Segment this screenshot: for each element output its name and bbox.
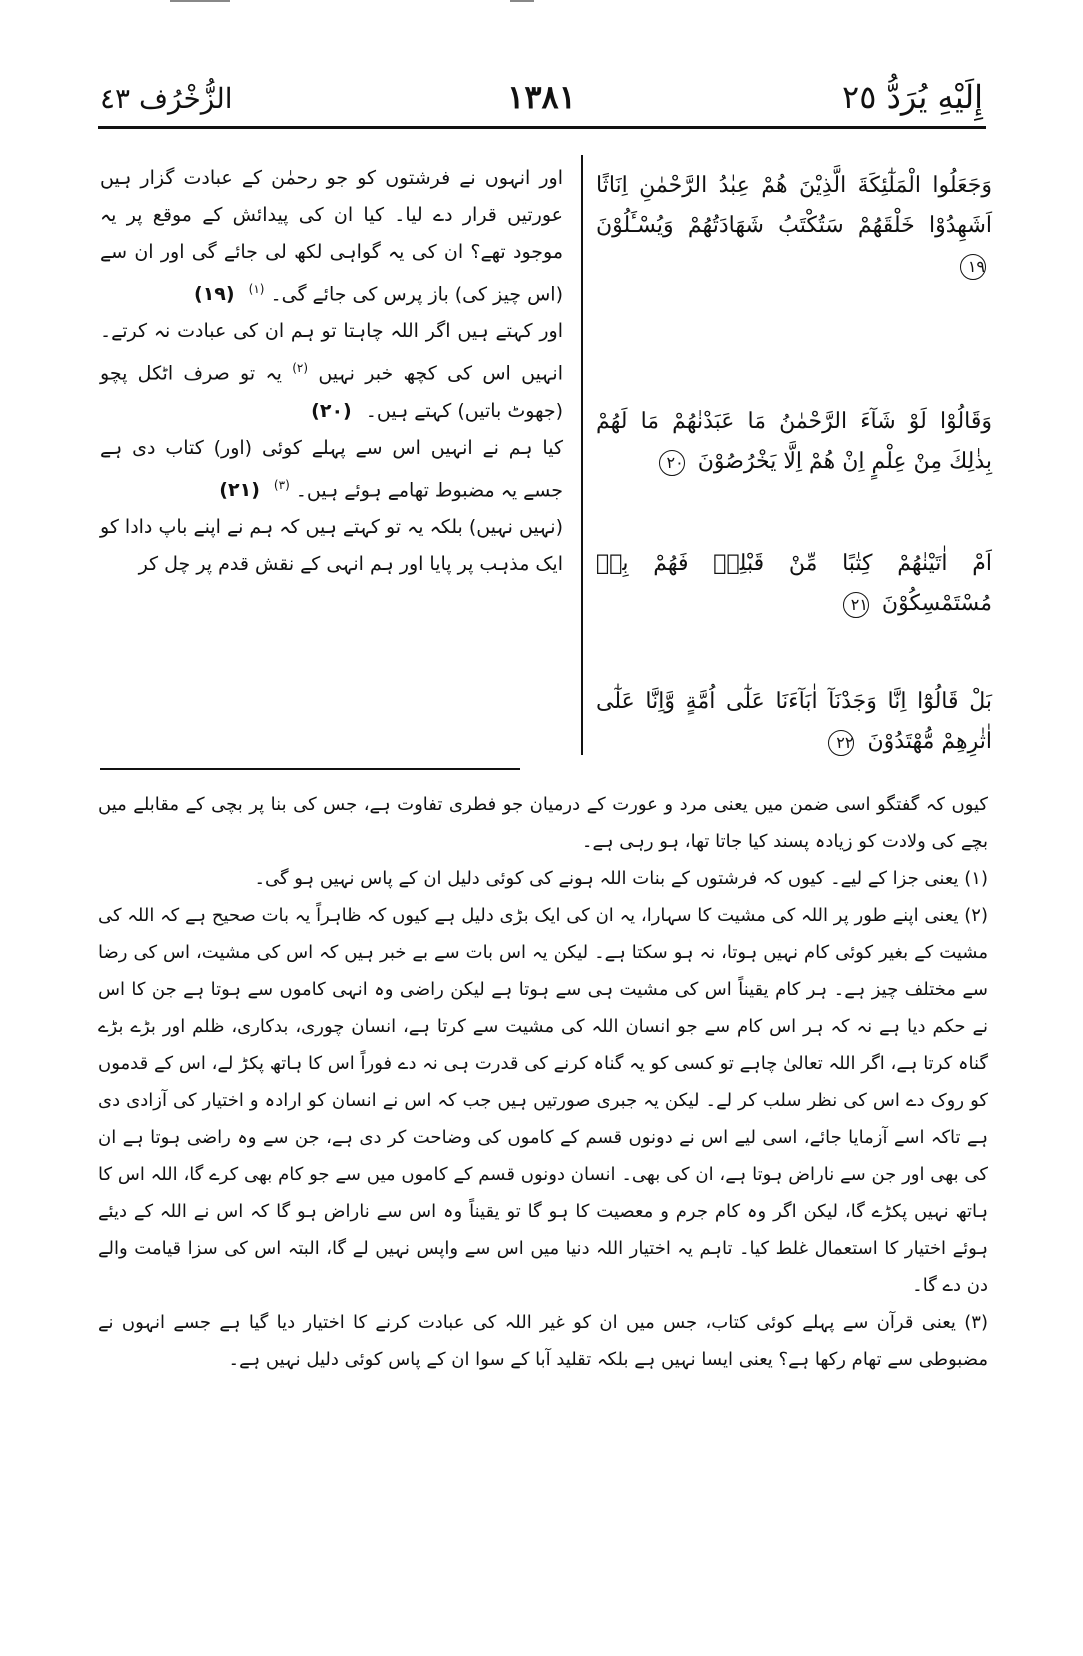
surah-title: الزُّخْرُف ٤٣: [100, 82, 233, 115]
translation-text: (نہیں نہیں) بلکہ یہ تو کہتے ہیں کہ ہم نے اپنے باپ دادا کو ایک مذہب پر پایا اور ہم انہی کے نقش قدم پر چل کر: [100, 515, 563, 575]
footnote: (۳) یعنی قرآن سے پہلے کوئی کتاب، جس میں ان کو غیر اللہ کی عبادت کرنے کا اختیار دیا گیا ہے جسے انہوں نے مضبوطی سے تھام رکھا ہے؟ یعنی ایسا نہیں ہے بلکہ تقلید آبا کے سوا ان کے پاس کوئی دلیل نہیں ہے۔: [98, 1312, 988, 1370]
verse-number: (۲۱): [219, 478, 260, 501]
translation-paragraph: [100, 160, 563, 313]
verse-number: ٢٢: [828, 730, 854, 756]
verse: [596, 682, 992, 762]
translation-text: اور انہوں نے فرشتوں کو جو رحمٰن کے عبادت گزار ہیں عورتیں قرار دے لیا۔ کیا ان کی پیدائش کے موقع پر یہ موجود تھے؟ ان کی یہ گواہی لکھ لی جائے گی اور ان سے (اس چیز کی) باز پرس کی جائے گی۔: [100, 167, 563, 306]
footnote-marker: (۲): [292, 361, 309, 376]
translation-text: کیا ہم نے انہیں اس سے پہلے کوئی (اور) کتاب دی ہے جسے یہ مضبوط تھامے ہوئے ہیں۔: [100, 436, 563, 501]
page-number: ١٣٨١: [507, 78, 576, 116]
translation-text: یہ تو صرف اٹکل پچو (جھوٹ باتیں) کہتے ہیں۔: [100, 362, 563, 422]
translation-paragraph: [100, 313, 563, 429]
footnote: کیوں کہ گفتگو اسی ضمن میں یعنی مرد و عورت کے درمیان جو فطری تفاوت ہے، جس کی بنا پر بچی کے مقابلے میں بچے کی ولادت کو زیادہ پسند کیا جاتا تھا، ہو رہی ہے۔: [98, 794, 988, 852]
juz-title: إِلَيْهِ يُرَدُّ ٢٥: [842, 78, 983, 116]
verse-text: بَلْ قَالُوْٓا اِنَّا وَجَدْنَآ اٰبَآءَنَا عَلٰٓى اُمَّةٍ وَّاِنَّا عَلٰٓى اٰثٰرِهِمْ مُّهْتَدُوْنَ: [596, 689, 992, 754]
urdu-translation-column: [100, 160, 563, 583]
arabic-verses-column: [596, 166, 992, 762]
footnote-marker: (۳): [273, 477, 290, 492]
verse: [596, 166, 992, 286]
verse-text: وَجَعَلُوا الْمَلٰٓئِكَةَ الَّذِيْنَ هُمْ عِبٰدُ الرَّحْمٰنِ اِنَاثًا اَشَهِدُوْا خَلْقَهُمْ سَتُكْتَبُ شَهَادَتُهُمْ وَيُسْـَٔلُوْنَ: [596, 173, 992, 238]
footnote: (۲) یعنی اپنے طور پر اللہ کی مشیت کا سہارا، یہ ان کی ایک بڑی دلیل ہے کیوں کہ ظاہراً یہ بات صحیح ہے کہ اللہ کی مشیت کے بغیر کوئی کام نہیں ہوتا، نہ ہو سکتا ہے۔ لیکن یہ اس بات سے بے خبر ہیں کہ اس کی مشیت، اس کی رضا سے مختلف چیز ہے۔ ہر کام یقیناً اس کی مشیت ہی سے ہوتا ہے لیکن راضی وہ انہی کاموں سے ہوتا ہے جن کا اس نے حکم دیا ہے نہ کہ ہر اس کام سے جو انسان اللہ کی مشیت سے کرتا ہے، انسان چوری، بدکاری، ظلم اور بڑے بڑے گناہ کرتا ہے، اگر اللہ تعالیٰ چاہے تو کسی کو یہ گناہ کرنے کی قدرت ہی نہ دے فوراً اس کا ہاتھ پکڑ لے، اس کے قدموں کو روک دے اس کی نظر سلب کر لے۔ لیکن یہ جبری صورتیں ہیں جب کہ اس نے انسان کو ارادہ و اختیار کی آزادی دی ہے تاکہ اسے آزمایا جائے، اسی لیے اس نے دونوں قسم کے کاموں کی وضاحت کر دی ہے، جن سے وہ راضی ہوتا ہے ان کی بھی اور جن سے ناراض ہوتا ہے، ان کی بھی۔ انسان دونوں قسم کے کاموں میں سے جو کام بھی کرے گا، اللہ اس کا ہاتھ نہیں پکڑے گا، لیکن اگر وہ کام جرم و معصیت کا ہو گا تو یقیناً وہ اس سے ناراض ہو گا کہ اس نے اللہ کے دیئے ہوئے اختیار کا استعمال غلط کیا۔ تاہم یہ اختیار اللہ دنیا میں اس سے واپس نہیں لے گا، البتہ اس کی سزا قیامت والے دن دے گا۔: [98, 905, 988, 1296]
footnotes: [98, 786, 988, 1378]
verse-text: اَمْ اٰتَيْنٰهُمْ كِتٰبًا مِّنْ قَبْلِهٖ فَهُمْ بِهٖ مُسْتَمْسِكُوْنَ: [596, 551, 992, 616]
column-divider: [581, 155, 583, 755]
verse: [596, 402, 992, 482]
translation-paragraph: [100, 509, 563, 583]
header-rule: [98, 126, 986, 129]
translation-text: اور کہتے ہیں اگر اللہ چاہتا تو ہم ان کی عبادت نہ کرتے۔ انہیں اس کی کچھ خبر نہیں: [100, 320, 563, 385]
verse-text: وَقَالُوْا لَوْ شَآءَ الرَّحْمٰنُ مَا عَبَدْنٰهُمْ مَا لَهُمْ بِذٰلِكَ مِنْ عِلْمٍ اِنْ هُمْ اِلَّا يَخْرُصُوْنَ: [596, 409, 992, 474]
footnote-marker: (۱): [248, 282, 265, 296]
footnote-rule: [100, 768, 520, 770]
verse: [596, 544, 992, 624]
verse-number: ٢٠: [659, 450, 685, 476]
verse-number: (۱۹): [194, 283, 235, 306]
footnote: (۱) یعنی جزا کے لیے۔ کیوں کہ فرشتوں کے بنات اللہ ہونے کی کوئی دلیل ان کے پاس نہیں ہو گی۔: [254, 868, 988, 889]
top-edge-mark: [510, 0, 534, 2]
verse-number: ٢١: [843, 592, 869, 618]
translation-paragraph: [100, 430, 563, 509]
verse-number: (۲۰): [311, 399, 352, 422]
top-edge-mark: [170, 0, 230, 2]
page-header: [100, 78, 983, 124]
verse-number: ١٩: [960, 254, 986, 280]
